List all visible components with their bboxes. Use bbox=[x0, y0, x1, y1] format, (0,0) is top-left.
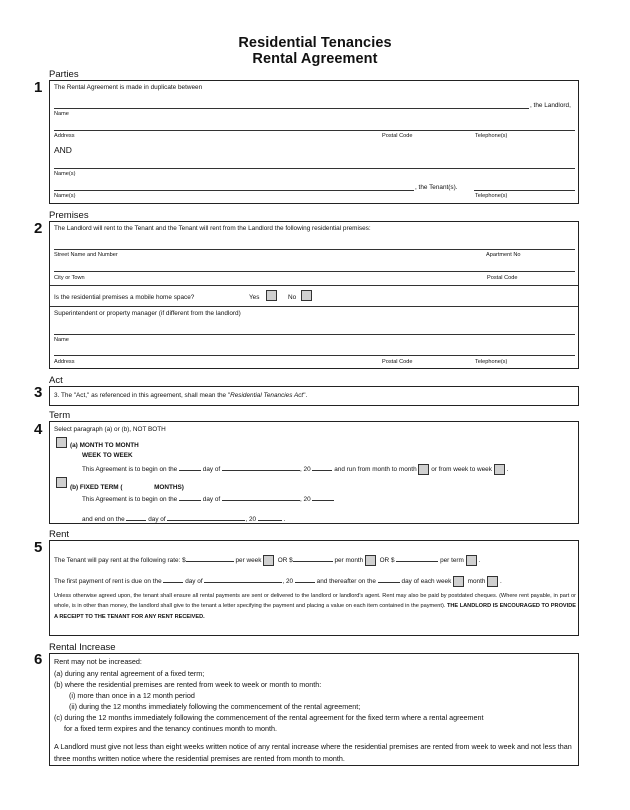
term-a-checkbox[interactable] bbox=[56, 437, 67, 448]
term-a-year-prefix: , 20 bbox=[299, 466, 311, 473]
term-week-to-week-checkbox[interactable] bbox=[494, 464, 505, 475]
superintendent-name-label: Name bbox=[54, 337, 69, 343]
term-b-end-day-field[interactable] bbox=[126, 513, 146, 521]
term-a-day-of: day of bbox=[202, 466, 221, 473]
landlord-address-field[interactable] bbox=[54, 130, 575, 131]
increase-line-2: (b) where the residential premises are rented from week to week or month to month: bbox=[54, 680, 322, 689]
rent-thereafter-day-field[interactable] bbox=[378, 575, 400, 583]
form-title-line2: Rental Agreement bbox=[252, 51, 378, 67]
landlord-name-label: Name bbox=[54, 111, 69, 117]
term-b-end-day-of: day of bbox=[148, 516, 166, 523]
superintendent-address-field[interactable] bbox=[54, 355, 575, 356]
term-a-begin-row bbox=[82, 463, 508, 475]
rent-box bbox=[49, 540, 579, 636]
rent-month: month bbox=[467, 578, 486, 585]
act-text-suffix: ". bbox=[303, 392, 308, 399]
rent-per-week-checkbox[interactable] bbox=[263, 555, 274, 566]
term-b-label-row bbox=[70, 482, 184, 491]
rent-rate-row bbox=[54, 554, 480, 566]
term-b-months-field[interactable] bbox=[124, 482, 152, 489]
term-b-month-field[interactable] bbox=[222, 493, 300, 501]
and-separator: AND bbox=[54, 145, 72, 155]
rent-first-text: The first payment of rent is due on the bbox=[54, 578, 162, 585]
rent-payment-paragraph bbox=[54, 591, 576, 622]
rent-per-month-checkbox[interactable] bbox=[365, 555, 376, 566]
rent-per-week: per week bbox=[235, 557, 262, 564]
term-b-checkbox[interactable] bbox=[56, 477, 67, 488]
term-box bbox=[49, 421, 579, 524]
mobile-no-checkbox[interactable] bbox=[301, 290, 312, 301]
mobile-yes-label: Yes bbox=[249, 294, 260, 301]
section-number-1: 1 bbox=[34, 79, 43, 96]
rent-thereafter: and thereafter on the bbox=[316, 578, 376, 585]
increase-line-1: (a) during any rental agreement of a fixed term; bbox=[54, 669, 205, 678]
act-name: Residential Tenancies Act bbox=[230, 392, 304, 399]
term-b-end-row bbox=[82, 513, 285, 523]
term-b-year-prefix: , 20 bbox=[299, 496, 311, 503]
term-a-run-text: and run from month to month bbox=[334, 466, 417, 473]
term-b-end-year-prefix: , 20 bbox=[245, 516, 257, 523]
landlord-suffix: , the Landlord, bbox=[530, 102, 571, 109]
term-a-day-field[interactable] bbox=[179, 463, 201, 471]
rent-or-1: OR $ bbox=[277, 557, 293, 564]
rent-each-week-checkbox[interactable] bbox=[453, 576, 464, 587]
term-b-day-of: day of bbox=[202, 496, 221, 503]
telephone-label: Telephone(s) bbox=[475, 133, 508, 139]
rent-receipt-notice: THE LANDLORD IS ENCOURAGED TO PROVIDE A RECEIPT TO THE TENANT FOR ANY RENT RECEIVED. bbox=[54, 603, 576, 620]
term-b-day-field[interactable] bbox=[179, 493, 201, 501]
term-a-label-2: WEEK TO WEEK bbox=[82, 452, 133, 459]
mobile-home-question: Is the residential premises a mobile home space? bbox=[54, 294, 195, 301]
term-month-to-month-checkbox[interactable] bbox=[418, 464, 429, 475]
rent-each-month-checkbox[interactable] bbox=[487, 576, 498, 587]
form-title-line1: Residential Tenancies bbox=[238, 35, 392, 51]
tenant-telephone-field[interactable] bbox=[474, 190, 575, 191]
premises-divider-2 bbox=[50, 306, 578, 307]
term-b-year-field[interactable] bbox=[312, 493, 334, 501]
term-b-begin-row bbox=[82, 493, 334, 503]
parties-intro: The Rental Agreement is made in duplicate between bbox=[54, 84, 203, 91]
section-heading-parties: Parties bbox=[49, 69, 79, 80]
superintendent-address-label: Address bbox=[54, 359, 75, 365]
section-number-4: 4 bbox=[34, 421, 43, 438]
term-b-period: . bbox=[283, 516, 286, 523]
superintendent-postal-label: Postal Code bbox=[382, 359, 413, 365]
increase-line-5: (c) during the 12 months immediately following the commencement of the rental agreement for the fixed term where a rental agreement bbox=[54, 713, 484, 722]
term-a-begin-text: This Agreement is to begin on the bbox=[82, 466, 178, 473]
rent-first-payment-row bbox=[54, 575, 502, 587]
city-label: City or Town bbox=[54, 275, 85, 281]
section-heading-premises: Premises bbox=[49, 210, 89, 221]
mobile-no-label: No bbox=[288, 294, 297, 301]
term-a-period: . bbox=[506, 466, 509, 473]
rent-period: . bbox=[478, 557, 481, 564]
increase-line-3: (i) more than once in a 12 month period bbox=[69, 691, 195, 700]
premises-postal-label: Postal Code bbox=[487, 275, 518, 281]
term-b-end-text: and end on the bbox=[82, 516, 125, 523]
rent-per-term-checkbox[interactable] bbox=[466, 555, 477, 566]
address-label: Address bbox=[54, 133, 75, 139]
act-text-prefix: 3. The "Act," as referenced in this agreement, shall mean the " bbox=[54, 392, 231, 399]
act-text bbox=[54, 392, 307, 399]
rent-monthly-amount-field[interactable] bbox=[293, 554, 333, 562]
term-b-label: (b) FIXED TERM ( bbox=[70, 484, 123, 491]
section-heading-act: Act bbox=[49, 375, 63, 386]
parties-box bbox=[49, 80, 579, 204]
rent-or-2: OR $ bbox=[379, 557, 395, 564]
rent-year-prefix: , 20 bbox=[282, 578, 294, 585]
rent-first-day-field[interactable] bbox=[163, 575, 183, 583]
section-heading-rental-increase: Rental Increase bbox=[49, 642, 116, 653]
tenants-suffix: , the Tenant(s). bbox=[415, 184, 458, 191]
rent-rate-text: The Tenant will pay rent at the following rate: $ bbox=[54, 557, 186, 564]
superintendent-name-field[interactable] bbox=[54, 334, 575, 335]
term-a-month-field[interactable] bbox=[222, 463, 300, 471]
term-a-or-text: or from week to week bbox=[431, 466, 492, 473]
superintendent-telephone-label: Telephone(s) bbox=[475, 359, 508, 365]
rent-per-month: per month bbox=[334, 557, 364, 564]
city-field[interactable] bbox=[54, 271, 575, 272]
rent-day-of: day of bbox=[185, 578, 203, 585]
act-box bbox=[49, 386, 579, 406]
premises-intro: The Landlord will rent to the Tenant and the Tenant will rent from the Landlord the following residential premises: bbox=[54, 225, 371, 232]
increase-line-4: (ii) during the 12 months immediately following the commencement of the rental agreement; bbox=[69, 702, 361, 711]
term-select-instruction: Select paragraph (a) or (b), NOT BOTH bbox=[54, 426, 166, 433]
rent-first-year-field[interactable] bbox=[295, 575, 315, 583]
term-b-months: MONTHS) bbox=[154, 484, 184, 491]
term-b-end-year-field[interactable] bbox=[258, 513, 282, 521]
rent-first-month-field[interactable] bbox=[204, 575, 282, 583]
section-heading-rent: Rent bbox=[49, 529, 70, 540]
term-a-label: (a) MONTH TO MONTH bbox=[70, 442, 139, 449]
rental-increase-box bbox=[49, 653, 579, 766]
premises-box bbox=[49, 221, 579, 369]
rent-payment-text: Unless otherwise agreed upon, the tenant shall ensure all rental payments are sent or delivered to the landlord or landlord's agent. Rent may also be paid by postdated cheques. (Where rent payable, in part or whole, is in other than money, the landlord shall give to the tenant a letter specifying the payment and placing a value on each item contained in the payment). bbox=[54, 593, 576, 610]
tenant-names-label-2: Name(s) bbox=[54, 193, 76, 199]
section-heading-term: Term bbox=[49, 410, 71, 421]
term-b-end-month-field[interactable] bbox=[167, 513, 245, 521]
increase-line-6: for a fixed term expires and the tenancy continues month to month. bbox=[64, 724, 277, 733]
street-field[interactable] bbox=[54, 249, 575, 250]
street-label: Street Name and Number bbox=[54, 252, 118, 258]
section-number-6: 6 bbox=[34, 651, 43, 668]
tenant-names-field[interactable] bbox=[54, 168, 575, 169]
increase-notice: A Landlord must give not less than eight weeks written notice of any rental increase where the residential premises are rented from week to week and not less than three months written notice where the residential premises are rented from month to month. bbox=[54, 742, 572, 763]
rent-term-amount-field[interactable] bbox=[396, 554, 438, 562]
rent-period-2: . bbox=[499, 578, 502, 585]
premises-divider-1 bbox=[50, 285, 578, 286]
tenant-telephone-label: Telephone(s) bbox=[475, 193, 508, 199]
apartment-label: Apartment No bbox=[486, 252, 521, 258]
section-number-2: 2 bbox=[34, 220, 43, 237]
section-number-5: 5 bbox=[34, 539, 43, 556]
term-b-begin-text: This Agreement is to begin on the bbox=[82, 496, 178, 503]
rent-per-term: per term bbox=[440, 557, 464, 564]
term-a-year-field[interactable] bbox=[312, 463, 332, 471]
mobile-yes-checkbox[interactable] bbox=[266, 290, 277, 301]
superintendent-label: Superintendent or property manager (if different from the landlord) bbox=[54, 310, 241, 317]
rent-day-each-week: day of each week bbox=[401, 578, 452, 585]
landlord-name-field[interactable] bbox=[54, 108, 529, 109]
rent-weekly-amount-field[interactable] bbox=[186, 554, 234, 562]
postal-code-label: Postal Code bbox=[382, 133, 413, 139]
tenant-names-field-2[interactable] bbox=[54, 190, 414, 191]
increase-line-0: Rent may not be increased: bbox=[54, 657, 142, 666]
tenant-names-label: Name(s) bbox=[54, 171, 76, 177]
section-number-3: 3 bbox=[34, 384, 43, 401]
